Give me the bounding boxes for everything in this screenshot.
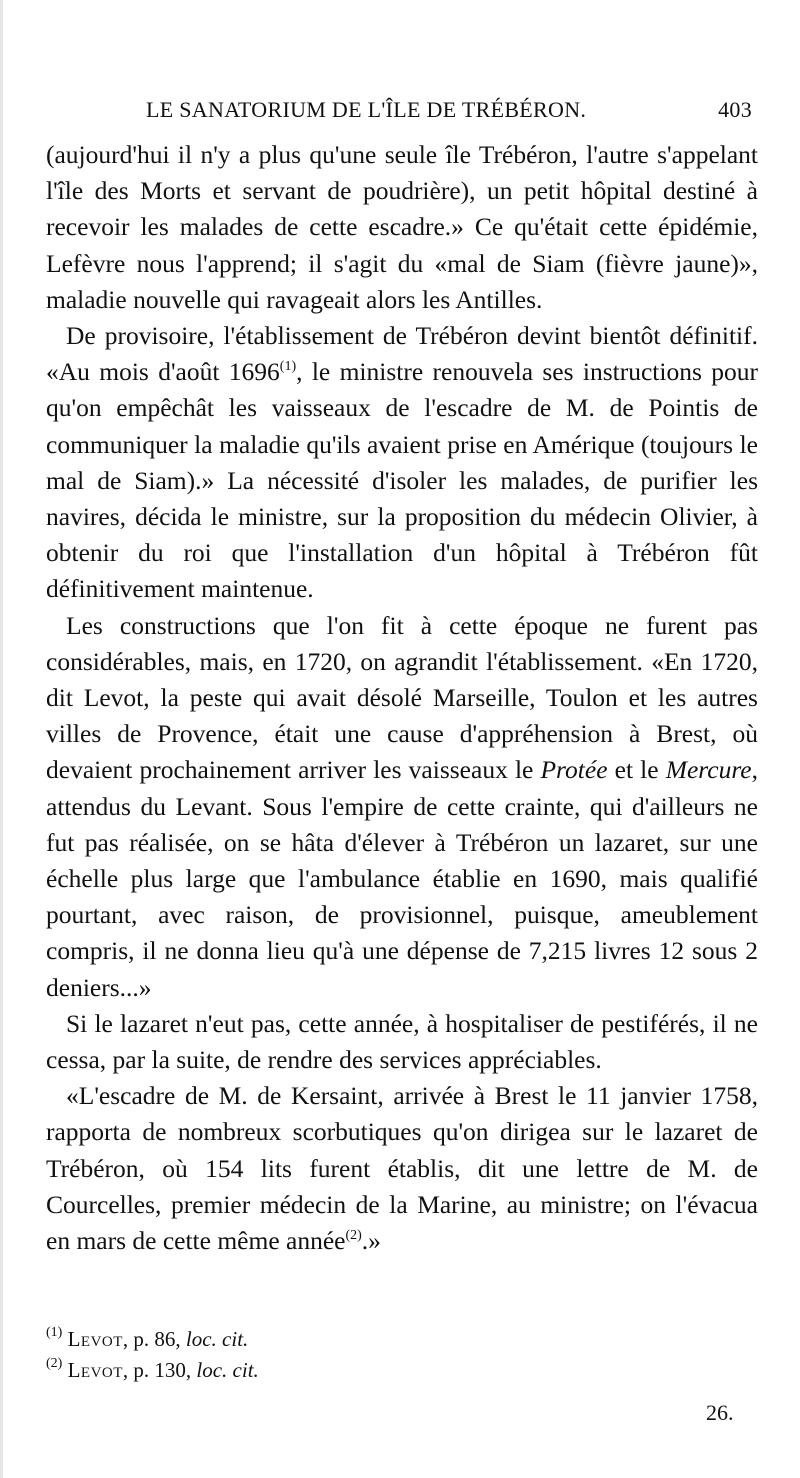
footnote-1 — [46, 1324, 746, 1355]
footnote-mark: (2) — [46, 1356, 63, 1371]
footnote-ref-1[interactable]: (1) — [279, 359, 297, 375]
footnote-text: , p. 86, — [122, 1327, 186, 1351]
paragraph-kersaint — [46, 1078, 758, 1259]
ship-name-protee: Protée — [540, 755, 608, 785]
page-edge-shadow — [0, 0, 3, 1478]
paragraph-text: «L'escadre de M. de Kersaint, arrivée à Brest le 11 janvier 1758, rapporta de nombreux scorbutiques qu'on dirigea sur le lazaret de Trébéron, où 154 lits furent établis, dit une lettre de M. de Courcelles, premier médecin de la Marine, au ministre; on l'évacua en mars de cette même année — [46, 1081, 758, 1256]
page-number: 403 — [718, 97, 752, 122]
paragraph-provisoire — [46, 318, 758, 608]
footnote-2 — [46, 1355, 746, 1386]
footnote-loc: loc. cit. — [196, 1358, 259, 1382]
paragraph-lazaret — [46, 1006, 758, 1078]
signature-mark: 26. — [706, 1400, 734, 1425]
paragraph-text: et le — [607, 755, 666, 785]
footnote-mark: (1) — [46, 1325, 63, 1340]
paragraph-constructions — [46, 608, 758, 1006]
body-text — [46, 137, 758, 1259]
footnote-author: Levot — [67, 1327, 123, 1351]
paragraph-text: .» — [361, 1226, 381, 1256]
paragraph-text: De provisoire, l'établissement de Trébéron devint bientôt définitif. «Au mois d'août 1696 — [46, 321, 758, 387]
paragraph-text: , le ministre renouvela ses instructions pour qu'on empêchât les vaisseaux de l'escadre de M. de Pointis de communiquer la maladie qu'ils avaient prise en Amérique (toujours le mal de Siam).» La nécessité d'isoler les malades, de purifier les navires, décida le ministre, sur la proposition du médecin Olivier, à obtenir du roi que l'installation d'un hôpital à Trébéron fût définitivement maintenue. — [46, 357, 758, 604]
ship-name-mercure: Mercure — [665, 755, 752, 785]
footnote-loc: loc. cit. — [185, 1327, 249, 1351]
paragraph-continuation — [46, 137, 758, 318]
running-title: LE SANATORIUM DE L'ÎLE DE TRÉBÉRON. — [146, 97, 587, 122]
paragraph-text: Si le lazaret n'eut pas, cette année, à hospitaliser de pestiférés, il ne cessa, par la suite, de rendre des services appréciables. — [46, 1008, 758, 1075]
paragraph-text: (aujourd'hui il n'y a plus qu'une seule île Trébéron, l'autre s'appelant l'île des Morts et servant de poudrière), un petit hôpital destiné à recevoir les malades de cette escadre.» Ce qu'était cette épidémie, Lefèvre nous l'apprend; il s'agit du «mal de Siam (fièvre jaune)», maladie nouvelle qui ravageait alors les Antilles. — [46, 140, 758, 314]
footnote-ref-2[interactable]: (2) — [345, 1228, 362, 1244]
footnotes — [46, 1324, 746, 1386]
footnote-author: Levot — [67, 1358, 123, 1382]
running-header — [46, 97, 752, 133]
footnote-text: , p. 130, — [122, 1358, 197, 1382]
paragraph-text: , attendus du Levant. Sous l'empire de cette crainte, qui d'ailleurs ne fut pas réalisée, on se hâta d'élever à Trébéron un lazaret, sur une échelle plus large que l'ambulance établie en 1690, mais qualifié pourtant, avec raison, de provisionnel, puisque, ameublement compris, il ne donna lieu qu'à une dépense de 7,215 livres 12 sous 2 deniers...» — [46, 755, 758, 1002]
paragraph-text: Les constructions que l'on fit à cette époque ne furent pas considérables, mais, en 1720, on agrandit l'établissement. «En 1720, dit Levot, la peste qui avait désolé Marseille, Toulon et les autres villes de Provence, était une cause d'appréhension à Brest, où devaient prochainement arriver les vaisseaux le — [46, 610, 758, 785]
